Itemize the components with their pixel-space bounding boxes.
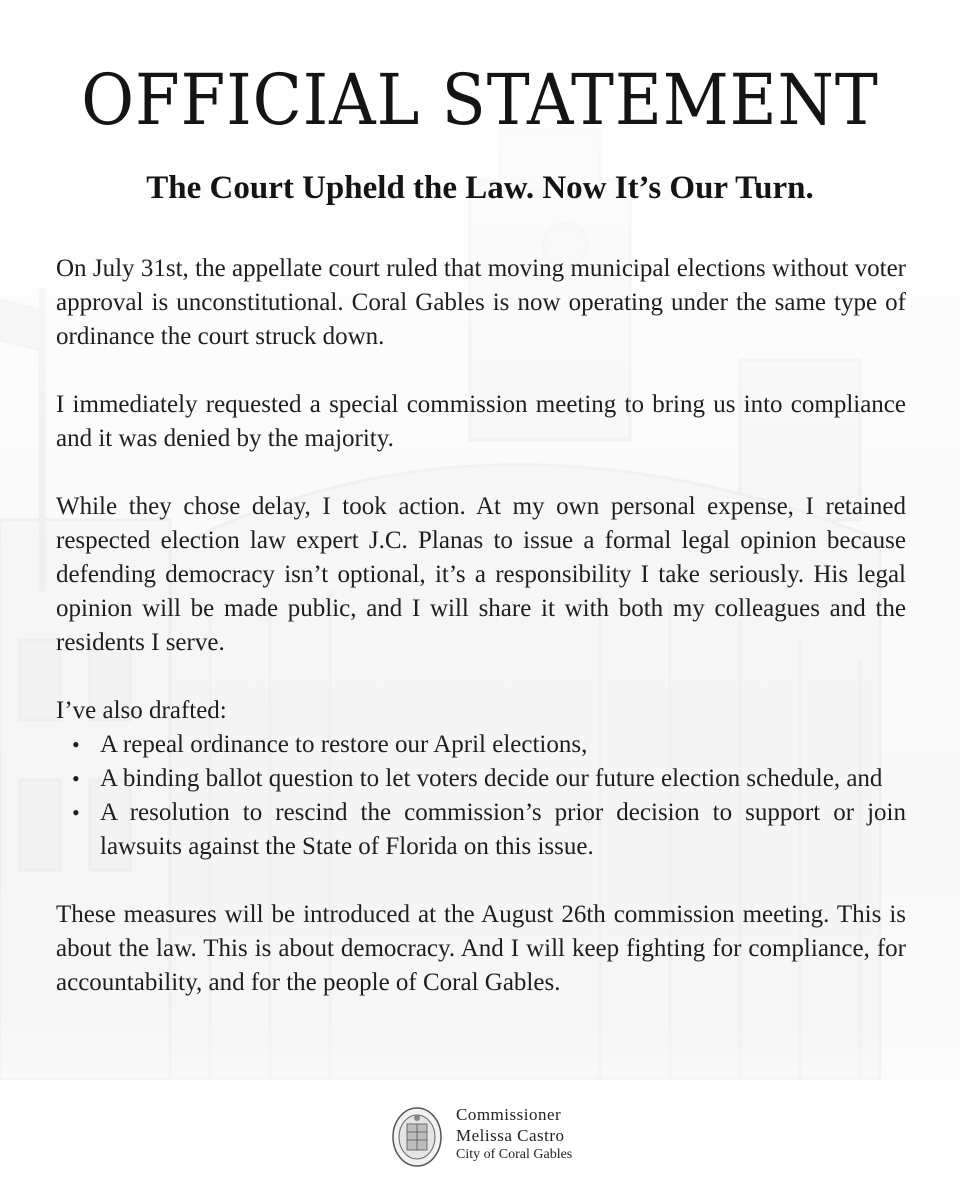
list-item <box>56 796 906 864</box>
bullet-icon: • <box>72 800 80 825</box>
bullet-icon: • <box>72 766 80 791</box>
list-item-text: A binding ballot question to let voters decide our future election schedule, and <box>100 765 883 792</box>
list-item <box>56 728 906 762</box>
city-seal-icon <box>392 1106 442 1168</box>
footer-name: Melissa Castro <box>456 1126 565 1145</box>
footer-city: City of Coral Gables <box>456 1147 573 1162</box>
footer-title: Commissioner <box>456 1105 562 1124</box>
list-item-text: A repeal ordinance to restore our April elections, <box>100 731 588 758</box>
paragraph-meeting-request: I immediately requested a special commission meeting to bring us into compliance and it was denied by the majority. <box>56 391 906 452</box>
paragraph-drafted-intro: I’ve also drafted: <box>56 697 227 724</box>
page-title: OFFICIAL STATEMENT <box>81 59 879 141</box>
statement-body <box>56 252 906 1000</box>
page-subtitle: The Court Upheld the Law. Now It’s Our Turn. <box>146 170 814 206</box>
list-item-text: A resolution to rescind the commission’s prior decision to support or join lawsuits against the State of Florida on this issue. <box>100 799 906 860</box>
paragraph-legal-opinion: While they chose delay, I took action. At my own personal expense, I retained respected election law expert J.C. Planas to issue a formal legal opinion because defending democracy isn’t optional, it’s a responsibility I take seriously. His legal opinion will be made public, and I will share it with both my colleagues and the residents I serve. <box>56 493 906 656</box>
bullet-icon: • <box>72 732 80 757</box>
drafted-measures-list <box>56 728 906 864</box>
list-item <box>56 762 906 796</box>
paragraph-closing: These measures will be introduced at the August 26th commission meeting. This is about the law. This is about democracy. And I will keep fighting for compliance, for accountability, and for the people of Coral Gables. <box>56 901 906 996</box>
footer-signature <box>456 1104 572 1164</box>
paragraph-court-ruling: On July 31st, the appellate court ruled that moving municipal elections without voter approval is unconstitutional. Coral Gables is now operating under the same type of ordinance the court struck down. <box>56 255 906 350</box>
